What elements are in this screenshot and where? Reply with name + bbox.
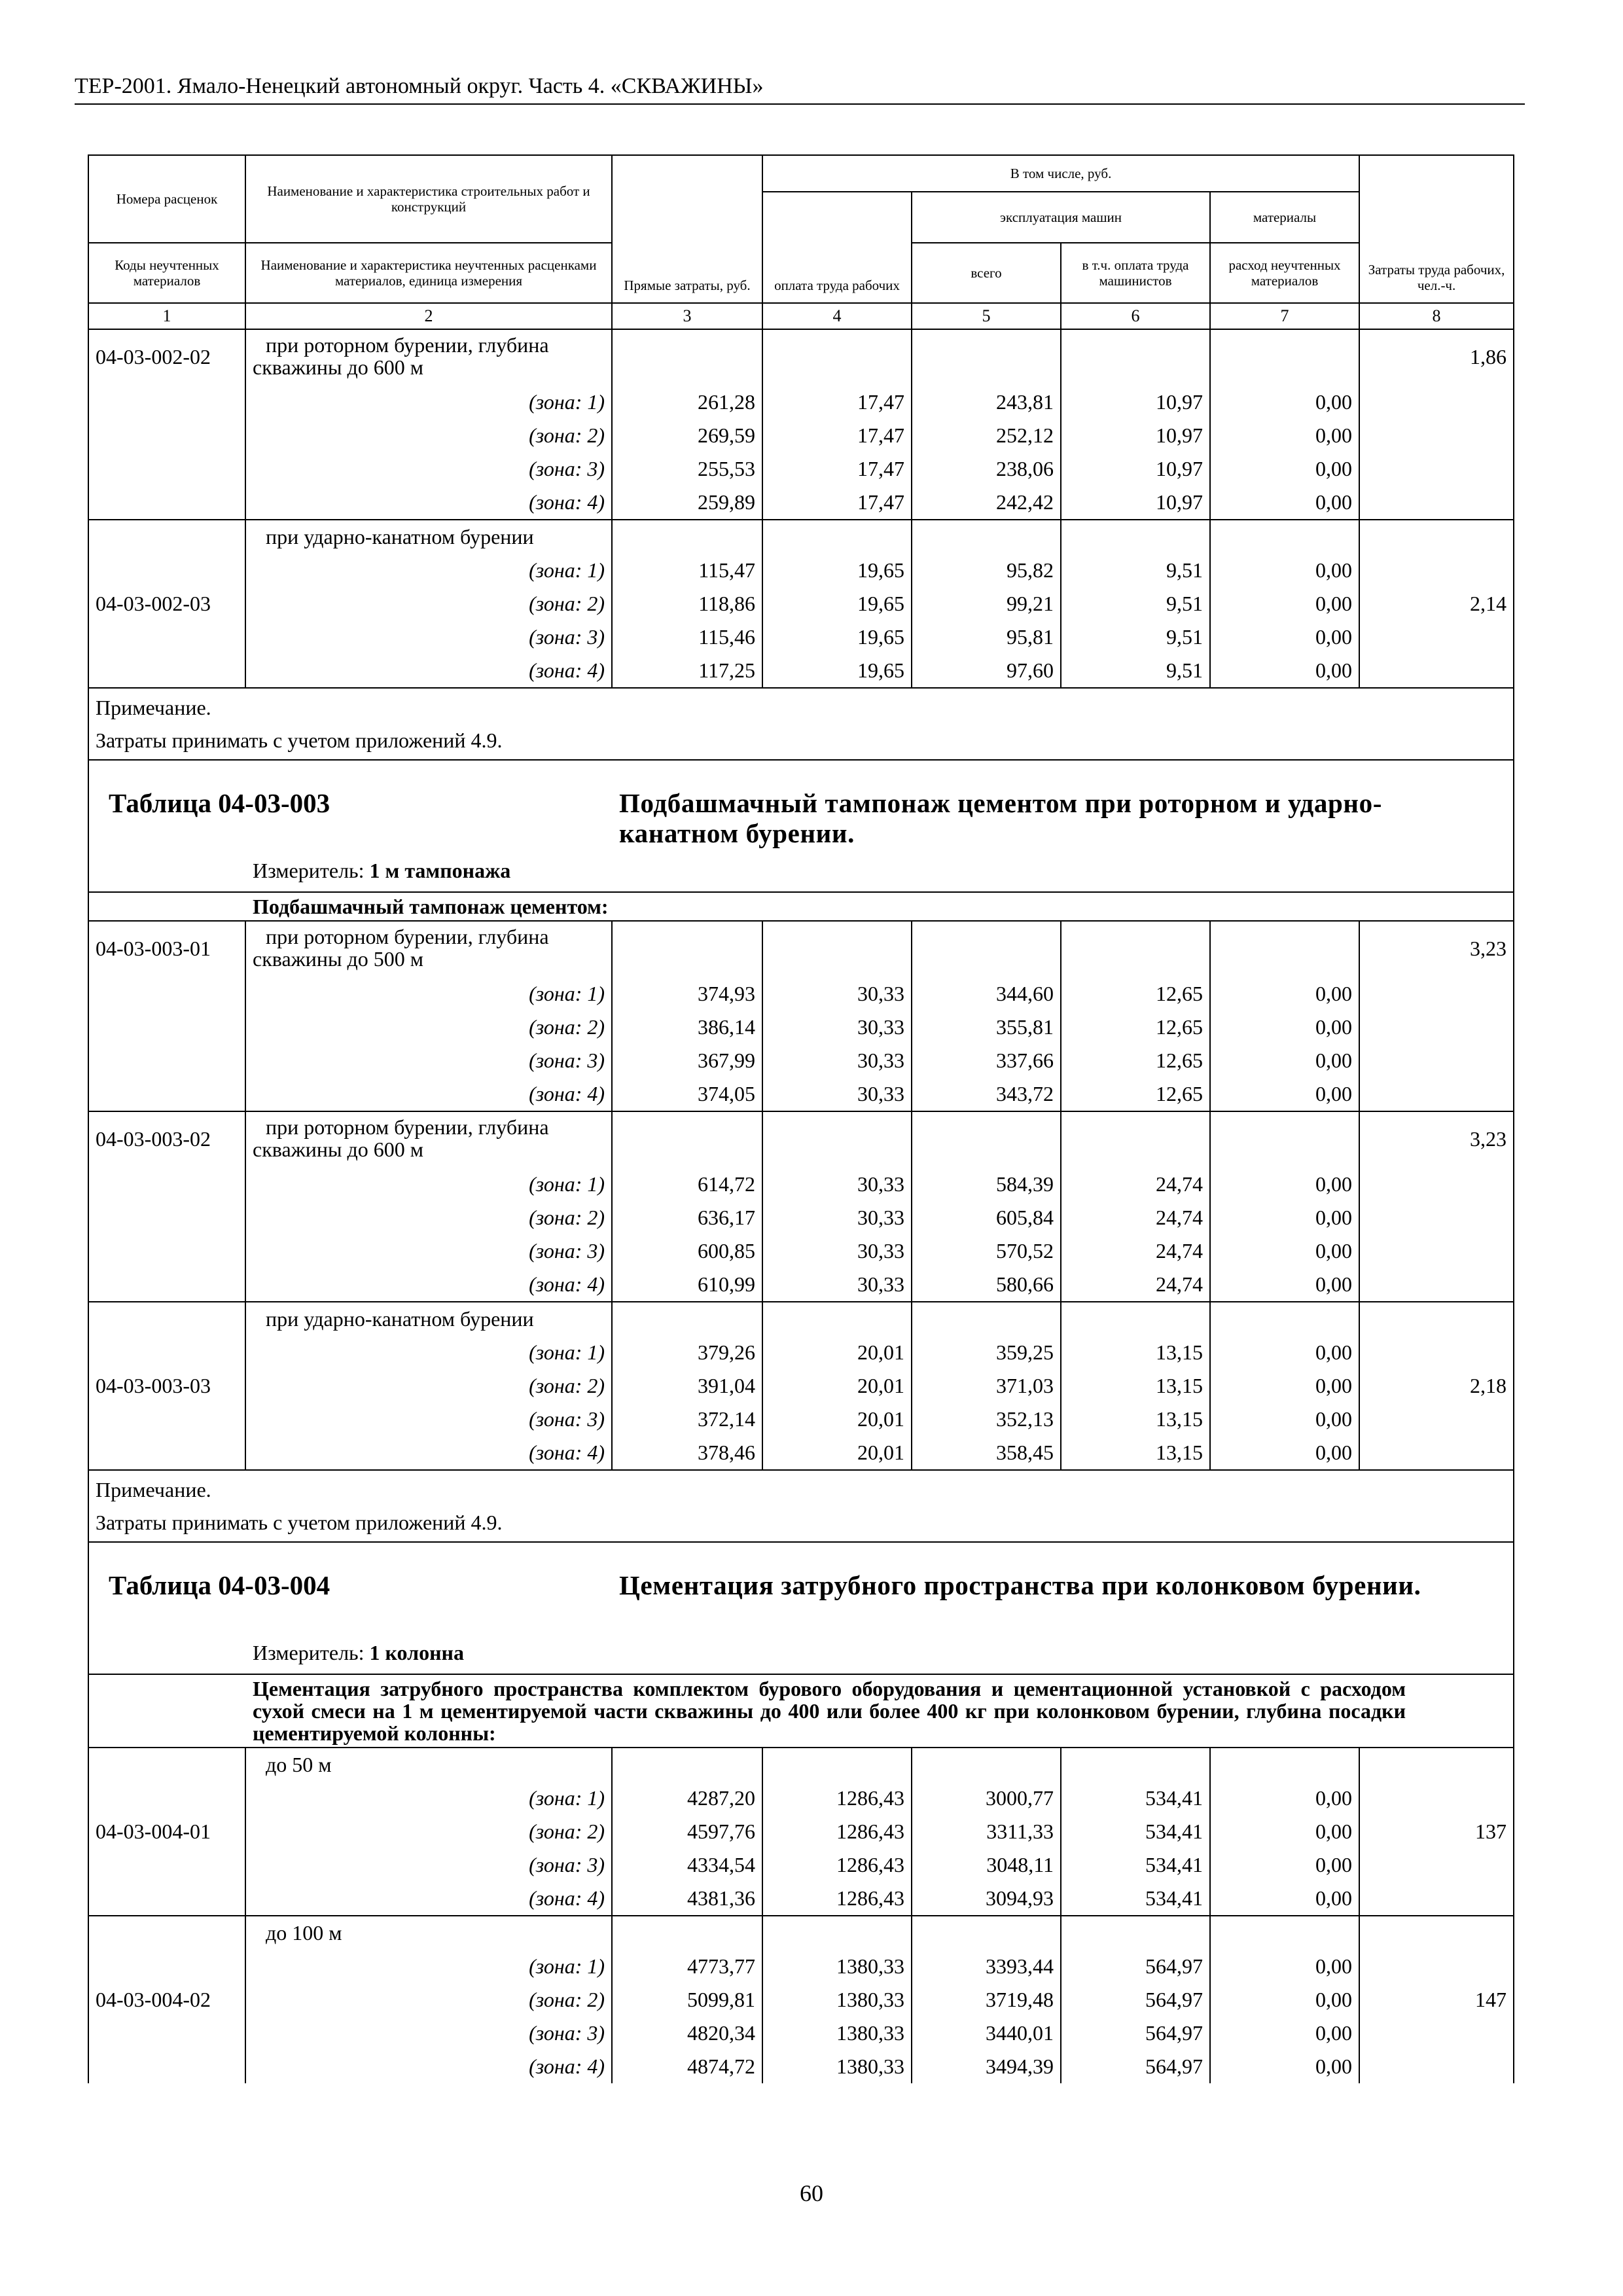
operators-cost: 9,51 (1061, 554, 1210, 587)
operators-cost: 13,15 (1061, 1336, 1210, 1369)
rate-item (88, 1916, 1514, 1950)
header-col2-top: Наименование и характеристика строительных работ и конструкций (245, 155, 612, 243)
machines-cost: 238,06 (912, 452, 1061, 486)
direct-cost: 255,53 (612, 452, 762, 486)
materials-cost: 0,00 (1210, 1201, 1359, 1234)
wage-cost: 17,47 (762, 386, 912, 419)
zone-label: (зона: 1) (245, 1782, 612, 1815)
column-number: 3 (612, 303, 762, 329)
table-title: Таблица 04-03-004 (109, 1570, 330, 1600)
operators-cost: 13,15 (1061, 1403, 1210, 1436)
zone-row (88, 2050, 1514, 2083)
operators-cost: 10,97 (1061, 452, 1210, 486)
materials-cost: 0,00 (1210, 1848, 1359, 1882)
operators-cost: 13,15 (1061, 1369, 1210, 1403)
zone-row (88, 1336, 1514, 1369)
materials-cost: 0,00 (1210, 1436, 1359, 1470)
wage-cost: 30,33 (762, 1168, 912, 1201)
header-col7: расход неучтенных материалов (1210, 243, 1359, 303)
wage-cost: 20,01 (762, 1403, 912, 1436)
operators-cost: 24,74 (1061, 1201, 1210, 1234)
direct-cost: 259,89 (612, 486, 762, 520)
operators-cost: 9,51 (1061, 654, 1210, 688)
table-heading (88, 760, 1514, 892)
zone-row (88, 1234, 1514, 1268)
direct-cost: 614,72 (612, 1168, 762, 1201)
machines-cost: 243,81 (912, 386, 1061, 419)
wage-cost: 1286,43 (762, 1782, 912, 1815)
direct-cost: 600,85 (612, 1234, 762, 1268)
wage-cost: 1380,33 (762, 2017, 912, 2050)
materials-cost: 0,00 (1210, 977, 1359, 1011)
zone-label: (зона: 3) (245, 1403, 612, 1436)
wage-cost: 17,47 (762, 452, 912, 486)
operators-cost: 534,41 (1061, 1782, 1210, 1815)
machines-cost: 95,81 (912, 620, 1061, 654)
zone-row (88, 977, 1514, 1011)
note-text: Затраты принимать с учетом приложений 4.9. (96, 728, 503, 752)
wage-cost: 30,33 (762, 1234, 912, 1268)
operators-cost: 564,97 (1061, 2050, 1210, 2083)
wage-cost: 20,01 (762, 1369, 912, 1403)
rate-code: 04-03-002-02 (88, 329, 245, 520)
machines-cost: 3393,44 (912, 1950, 1061, 1983)
zone-row (88, 1403, 1514, 1436)
zone-row (88, 620, 1514, 654)
rate-description: при ударно-канатном бурении (245, 1302, 612, 1336)
zone-label: (зона: 2) (245, 1983, 612, 2017)
direct-cost: 4874,72 (612, 2050, 762, 2083)
materials-cost: 0,00 (1210, 554, 1359, 587)
header-group-including: В том числе, руб. (762, 155, 1359, 192)
direct-cost: 5099,81 (612, 1983, 762, 2017)
machines-cost: 95,82 (912, 554, 1061, 587)
machines-cost: 352,13 (912, 1403, 1061, 1436)
zone-label: (зона: 3) (245, 1848, 612, 1882)
zone-row (88, 654, 1514, 688)
direct-cost: 378,46 (612, 1436, 762, 1470)
direct-cost: 117,25 (612, 654, 762, 688)
materials-cost: 0,00 (1210, 654, 1359, 688)
zone-label: (зона: 2) (245, 1011, 612, 1044)
direct-cost: 4773,77 (612, 1950, 762, 1983)
labor-cost: 2,18 (1359, 1302, 1514, 1470)
rate-item (88, 1111, 1514, 1168)
rate-description-line2: скважины до 600 м (253, 355, 424, 379)
rate-item (88, 1748, 1514, 1782)
zone-row (88, 1268, 1514, 1302)
direct-cost: 261,28 (612, 386, 762, 419)
zone-row (88, 2017, 1514, 2050)
header-col4: оплата труда рабочих (762, 192, 912, 303)
zone-row (88, 1044, 1514, 1077)
operators-cost: 9,51 (1061, 620, 1210, 654)
column-number: 5 (912, 303, 1061, 329)
materials-cost: 0,00 (1210, 1268, 1359, 1302)
wage-cost: 19,65 (762, 587, 912, 620)
header-col1-bottom: Коды неучтенных материалов (88, 243, 245, 303)
labor-cost: 147 (1359, 1916, 1514, 2083)
operators-cost: 10,97 (1061, 386, 1210, 419)
materials-cost: 0,00 (1210, 2017, 1359, 2050)
direct-cost: 636,17 (612, 1201, 762, 1234)
direct-cost: 4334,54 (612, 1848, 762, 1882)
operators-cost: 534,41 (1061, 1882, 1210, 1916)
machines-cost: 580,66 (912, 1268, 1061, 1302)
operators-cost: 12,65 (1061, 977, 1210, 1011)
zone-row (88, 1815, 1514, 1848)
table-description: Подбашмачный тампонаж цементом при роторном и ударно-канатном бурении. (619, 788, 1382, 848)
zone-label: (зона: 1) (245, 386, 612, 419)
materials-cost: 0,00 (1210, 1882, 1359, 1916)
operators-cost: 564,97 (1061, 2017, 1210, 2050)
column-number: 4 (762, 303, 912, 329)
zone-label: (зона: 3) (245, 452, 612, 486)
machines-cost: 584,39 (912, 1168, 1061, 1201)
zone-row (88, 1983, 1514, 2017)
machines-cost: 337,66 (912, 1044, 1061, 1077)
rate-code: 04-03-003-02 (88, 1111, 245, 1302)
machines-cost: 3094,93 (912, 1882, 1061, 1916)
rate-item (88, 520, 1514, 554)
zone-row (88, 1848, 1514, 1882)
zone-row (88, 1950, 1514, 1983)
operators-cost: 564,97 (1061, 1983, 1210, 2017)
wage-cost: 1286,43 (762, 1815, 912, 1848)
zone-label: (зона: 2) (245, 1369, 612, 1403)
direct-cost: 374,05 (612, 1077, 762, 1111)
materials-cost: 0,00 (1210, 1336, 1359, 1369)
rate-description-line2: скважины до 500 м (253, 947, 424, 971)
header-group-materials: материалы (1210, 192, 1359, 243)
section-text: Цементация затрубного пространства комплектом бурового оборудования и цементационной установкой с расходом сухой смеси на 1 м цементируемой части скважины до 400 или более 400 кг при колонковом бурении, глубина посадки цементируемой колонны: (88, 1674, 1514, 1748)
machines-cost: 3494,39 (912, 2050, 1061, 2083)
rates-table (88, 154, 1514, 2083)
zone-label: (зона: 3) (245, 620, 612, 654)
wage-cost: 30,33 (762, 1201, 912, 1234)
materials-cost: 0,00 (1210, 1950, 1359, 1983)
materials-cost: 0,00 (1210, 452, 1359, 486)
note (88, 688, 1514, 760)
zone-label: (зона: 4) (245, 654, 612, 688)
header-col1-top: Номера расценок (88, 155, 245, 243)
materials-cost: 0,00 (1210, 1168, 1359, 1201)
machines-cost: 570,52 (912, 1234, 1061, 1268)
header-group-machines: эксплуатация машин (912, 192, 1210, 243)
wage-cost: 20,01 (762, 1436, 912, 1470)
zone-label: (зона: 2) (245, 587, 612, 620)
materials-cost: 0,00 (1210, 620, 1359, 654)
rate-code: 04-03-004-01 (88, 1748, 245, 1916)
zone-label: (зона: 4) (245, 1268, 612, 1302)
zone-label: (зона: 2) (245, 419, 612, 452)
direct-cost: 115,47 (612, 554, 762, 587)
operators-cost: 12,65 (1061, 1044, 1210, 1077)
note-text: Затраты принимать с учетом приложений 4.9. (96, 1511, 503, 1534)
table-title: Таблица 04-03-003 (109, 788, 330, 818)
direct-cost: 4597,76 (612, 1815, 762, 1848)
materials-cost: 0,00 (1210, 2050, 1359, 2083)
zone-row (88, 1882, 1514, 1916)
header-col5: всего (912, 243, 1061, 303)
materials-cost: 0,00 (1210, 419, 1359, 452)
zone-row (88, 1782, 1514, 1815)
column-number: 2 (245, 303, 612, 329)
labor-cost: 137 (1359, 1748, 1514, 1916)
wage-cost: 19,65 (762, 554, 912, 587)
materials-cost: 0,00 (1210, 1403, 1359, 1436)
rate-description: до 50 м (245, 1748, 612, 1782)
wage-cost: 1380,33 (762, 2050, 912, 2083)
wage-cost: 1286,43 (762, 1848, 912, 1882)
running-head: ТЕР-2001. Ямало-Ненецкий автономный округ. Часть 4. «СКВАЖИНЫ» (75, 73, 1525, 105)
column-number: 7 (1210, 303, 1359, 329)
operators-cost: 12,65 (1061, 1077, 1210, 1111)
machines-cost: 3440,01 (912, 2017, 1061, 2050)
operators-cost: 10,97 (1061, 486, 1210, 520)
zone-row (88, 419, 1514, 452)
header-col2-bottom: Наименование и характеристика неучтенных расценками материалов, единица измерения (245, 243, 612, 303)
zone-label: (зона: 4) (245, 1436, 612, 1470)
wage-cost: 17,47 (762, 419, 912, 452)
machines-cost: 3719,48 (912, 1983, 1061, 2017)
zone-label: (зона: 1) (245, 1950, 612, 1983)
rate-description: до 100 м (245, 1916, 612, 1950)
wage-cost: 20,01 (762, 1336, 912, 1369)
zone-label: (зона: 1) (245, 554, 612, 587)
operators-cost: 534,41 (1061, 1848, 1210, 1882)
measure-label: Измеритель: (253, 1641, 365, 1664)
zone-label: (зона: 1) (245, 977, 612, 1011)
operators-cost: 24,74 (1061, 1168, 1210, 1201)
materials-cost: 0,00 (1210, 1234, 1359, 1268)
machines-cost: 359,25 (912, 1336, 1061, 1369)
zone-label: (зона: 1) (245, 1168, 612, 1201)
zone-row (88, 1201, 1514, 1234)
measure-label: Измеритель: (253, 859, 365, 882)
operators-cost: 534,41 (1061, 1815, 1210, 1848)
zone-row (88, 1011, 1514, 1044)
direct-cost: 115,46 (612, 620, 762, 654)
rate-code: 04-03-002-03 (88, 520, 245, 688)
wage-cost: 19,65 (762, 620, 912, 654)
materials-cost: 0,00 (1210, 1044, 1359, 1077)
direct-cost: 391,04 (612, 1369, 762, 1403)
wage-cost: 1286,43 (762, 1882, 912, 1916)
machines-cost: 371,03 (912, 1369, 1061, 1403)
zone-row (88, 587, 1514, 620)
wage-cost: 1380,33 (762, 1983, 912, 2017)
section-text: Подбашмачный тампонаж цементом: (88, 892, 1514, 921)
rate-description-line1: при роторном бурении, глубина (266, 333, 549, 357)
wage-cost: 19,65 (762, 654, 912, 688)
zone-row (88, 1077, 1514, 1111)
wage-cost: 30,33 (762, 1044, 912, 1077)
operators-cost: 10,97 (1061, 419, 1210, 452)
zone-label: (зона: 4) (245, 2050, 612, 2083)
zone-label: (зона: 4) (245, 486, 612, 520)
table-description: Цементация затрубного пространства при колонковом бурении. (619, 1570, 1421, 1600)
direct-cost: 4820,34 (612, 2017, 762, 2050)
labor-cost: 3,23 (1359, 921, 1514, 1111)
machines-cost: 99,21 (912, 587, 1061, 620)
machines-cost: 3048,11 (912, 1848, 1061, 1882)
direct-cost: 4381,36 (612, 1882, 762, 1916)
wage-cost: 30,33 (762, 1268, 912, 1302)
direct-cost: 269,59 (612, 419, 762, 452)
machines-cost: 242,42 (912, 486, 1061, 520)
zone-label: (зона: 3) (245, 1234, 612, 1268)
machines-cost: 3311,33 (912, 1815, 1061, 1848)
rate-description (245, 329, 612, 386)
zone-label: (зона: 3) (245, 1044, 612, 1077)
rate-code: 04-03-003-03 (88, 1302, 245, 1470)
operators-cost: 564,97 (1061, 1950, 1210, 1983)
zone-row (88, 1369, 1514, 1403)
rate-description (245, 921, 612, 977)
column-number: 1 (88, 303, 245, 329)
operators-cost: 9,51 (1061, 587, 1210, 620)
zone-row (88, 554, 1514, 587)
wage-cost: 17,47 (762, 486, 912, 520)
materials-cost: 0,00 (1210, 1369, 1359, 1403)
note-label: Примечание. (96, 1478, 211, 1501)
operators-cost: 24,74 (1061, 1234, 1210, 1268)
wage-cost: 30,33 (762, 1011, 912, 1044)
measure-value: 1 колонна (369, 1641, 464, 1664)
rate-item (88, 921, 1514, 977)
zone-label: (зона: 3) (245, 2017, 612, 2050)
column-number: 8 (1359, 303, 1514, 329)
header-col8: Затраты труда рабочих, чел.-ч. (1359, 155, 1514, 303)
zone-label: (зона: 2) (245, 1815, 612, 1848)
section-heading (88, 1674, 1514, 1748)
direct-cost: 386,14 (612, 1011, 762, 1044)
direct-cost: 372,14 (612, 1403, 762, 1436)
direct-cost: 610,99 (612, 1268, 762, 1302)
zone-row (88, 386, 1514, 419)
direct-cost: 367,99 (612, 1044, 762, 1077)
wage-cost: 30,33 (762, 977, 912, 1011)
zone-label: (зона: 1) (245, 1336, 612, 1369)
rate-code: 04-03-004-02 (88, 1916, 245, 2083)
labor-cost: 2,14 (1359, 520, 1514, 688)
column-numbers-row (88, 303, 1514, 329)
direct-cost: 379,26 (612, 1336, 762, 1369)
section-heading (88, 892, 1514, 921)
direct-cost: 118,86 (612, 587, 762, 620)
zone-label: (зона: 4) (245, 1077, 612, 1111)
rate-item (88, 329, 1514, 386)
zone-row (88, 1436, 1514, 1470)
operators-cost: 12,65 (1061, 1011, 1210, 1044)
rate-description-line2: скважины до 600 м (253, 1138, 424, 1161)
zone-row (88, 452, 1514, 486)
rate-item (88, 1302, 1514, 1336)
operators-cost: 13,15 (1061, 1436, 1210, 1470)
wage-cost: 1380,33 (762, 1950, 912, 1983)
note-label: Примечание. (96, 696, 211, 719)
materials-cost: 0,00 (1210, 1983, 1359, 2017)
direct-cost: 4287,20 (612, 1782, 762, 1815)
materials-cost: 0,00 (1210, 1077, 1359, 1111)
table-heading (88, 1542, 1514, 1674)
materials-cost: 0,00 (1210, 386, 1359, 419)
direct-cost: 374,93 (612, 977, 762, 1011)
zone-row (88, 486, 1514, 520)
measure-value: 1 м тампонажа (369, 859, 511, 882)
machines-cost: 97,60 (912, 654, 1061, 688)
rate-description-line1: при роторном бурении, глубина (266, 1115, 549, 1139)
materials-cost: 0,00 (1210, 1782, 1359, 1815)
machines-cost: 252,12 (912, 419, 1061, 452)
labor-cost: 1,86 (1359, 329, 1514, 520)
materials-cost: 0,00 (1210, 1815, 1359, 1848)
rate-description (245, 1111, 612, 1168)
column-number: 6 (1061, 303, 1210, 329)
zone-label: (зона: 4) (245, 1882, 612, 1916)
machines-cost: 343,72 (912, 1077, 1061, 1111)
operators-cost: 24,74 (1061, 1268, 1210, 1302)
rate-description: при ударно-канатном бурении (245, 520, 612, 554)
materials-cost: 0,00 (1210, 1011, 1359, 1044)
header-col6: в т.ч. оплата труда машинистов (1061, 243, 1210, 303)
note (88, 1470, 1514, 1542)
rate-description-line1: при роторном бурении, глубина (266, 925, 549, 948)
wage-cost: 30,33 (762, 1077, 912, 1111)
zone-row (88, 1168, 1514, 1201)
machines-cost: 355,81 (912, 1011, 1061, 1044)
labor-cost: 3,23 (1359, 1111, 1514, 1302)
materials-cost: 0,00 (1210, 486, 1359, 520)
machines-cost: 344,60 (912, 977, 1061, 1011)
machines-cost: 605,84 (912, 1201, 1061, 1234)
rate-code: 04-03-003-01 (88, 921, 245, 1111)
header-col3: Прямые затраты, руб. (612, 155, 762, 303)
page-number: 60 (800, 2180, 823, 2206)
zone-label: (зона: 2) (245, 1201, 612, 1234)
machines-cost: 3000,77 (912, 1782, 1061, 1815)
machines-cost: 358,45 (912, 1436, 1061, 1470)
materials-cost: 0,00 (1210, 587, 1359, 620)
